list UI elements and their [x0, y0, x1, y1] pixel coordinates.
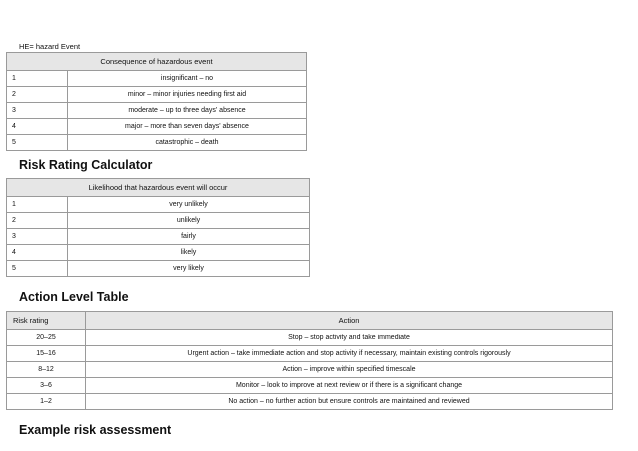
row-text: major – more than seven days' absence — [68, 119, 307, 135]
table-row — [7, 87, 307, 103]
action-level-heading: Action Level Table — [19, 290, 129, 304]
example-heading: Example risk assessment — [19, 423, 172, 437]
risk-rating-cell: 1–2 — [7, 394, 86, 410]
row-number: 5 — [7, 135, 68, 151]
row-text: unlikely — [68, 213, 310, 229]
row-number: 1 — [7, 197, 68, 213]
action-cell: No action – no further action but ensure controls are maintained and reviewed — [86, 394, 613, 410]
table-row — [7, 213, 310, 229]
row-text: very likely — [68, 261, 310, 277]
action-cell: Monitor – look to improve at next review or if there is a significant change — [86, 378, 613, 394]
table-row — [7, 135, 307, 151]
row-number: 5 — [7, 261, 68, 277]
row-text: fairly — [68, 229, 310, 245]
risk-rating-cell: 15–16 — [7, 346, 86, 362]
table-row — [7, 119, 307, 135]
table-row — [7, 103, 307, 119]
table-row — [7, 261, 310, 277]
row-text: insignificant – no — [68, 71, 307, 87]
risk-rating-heading: Risk Rating Calculator — [19, 158, 153, 172]
action-header: Action — [86, 312, 613, 330]
row-number: 2 — [7, 87, 68, 103]
row-number: 3 — [7, 103, 68, 119]
table-row — [7, 229, 310, 245]
table-row — [7, 362, 613, 378]
likelihood-header: Likelihood that hazardous event will occur — [7, 179, 310, 197]
row-number: 4 — [7, 119, 68, 135]
action-cell: Stop – stop activity and take immediate — [288, 333, 410, 341]
consequence-header: Consequence of hazardous event — [7, 53, 307, 71]
action-cell: Urgent action – take immediate action and stop activity if necessary, maintain existing controls rigorously — [86, 346, 613, 362]
row-number: 3 — [7, 229, 68, 245]
row-text: moderate – up to three days' absence — [68, 103, 307, 119]
row-text: catastrophic – death — [68, 135, 307, 151]
action-level-table — [6, 311, 613, 410]
consequence-table — [6, 52, 307, 151]
row-text: likely — [68, 245, 310, 261]
hazard-event-note: HE= hazard Event — [19, 42, 81, 51]
risk-rating-cell: 3–6 — [7, 378, 86, 394]
action-cell: Action – improve within specified timescale — [86, 362, 613, 378]
row-text: very unlikely — [68, 197, 310, 213]
risk-rating-header: Risk rating — [7, 312, 86, 330]
row-number: 4 — [7, 245, 68, 261]
row-number: 1 — [7, 71, 68, 87]
table-row — [7, 197, 310, 213]
row-text: minor – minor injuries needing first aid — [68, 87, 307, 103]
table-row — [7, 394, 613, 410]
row-number: 2 — [7, 213, 68, 229]
table-row — [7, 71, 307, 87]
table-row — [7, 378, 613, 394]
table-row — [7, 346, 613, 362]
table-row — [7, 245, 310, 261]
table-row — [7, 330, 613, 346]
risk-rating-cell: 20–25 — [7, 330, 86, 346]
risk-rating-cell: 8–12 — [7, 362, 86, 378]
likelihood-table — [6, 178, 310, 277]
